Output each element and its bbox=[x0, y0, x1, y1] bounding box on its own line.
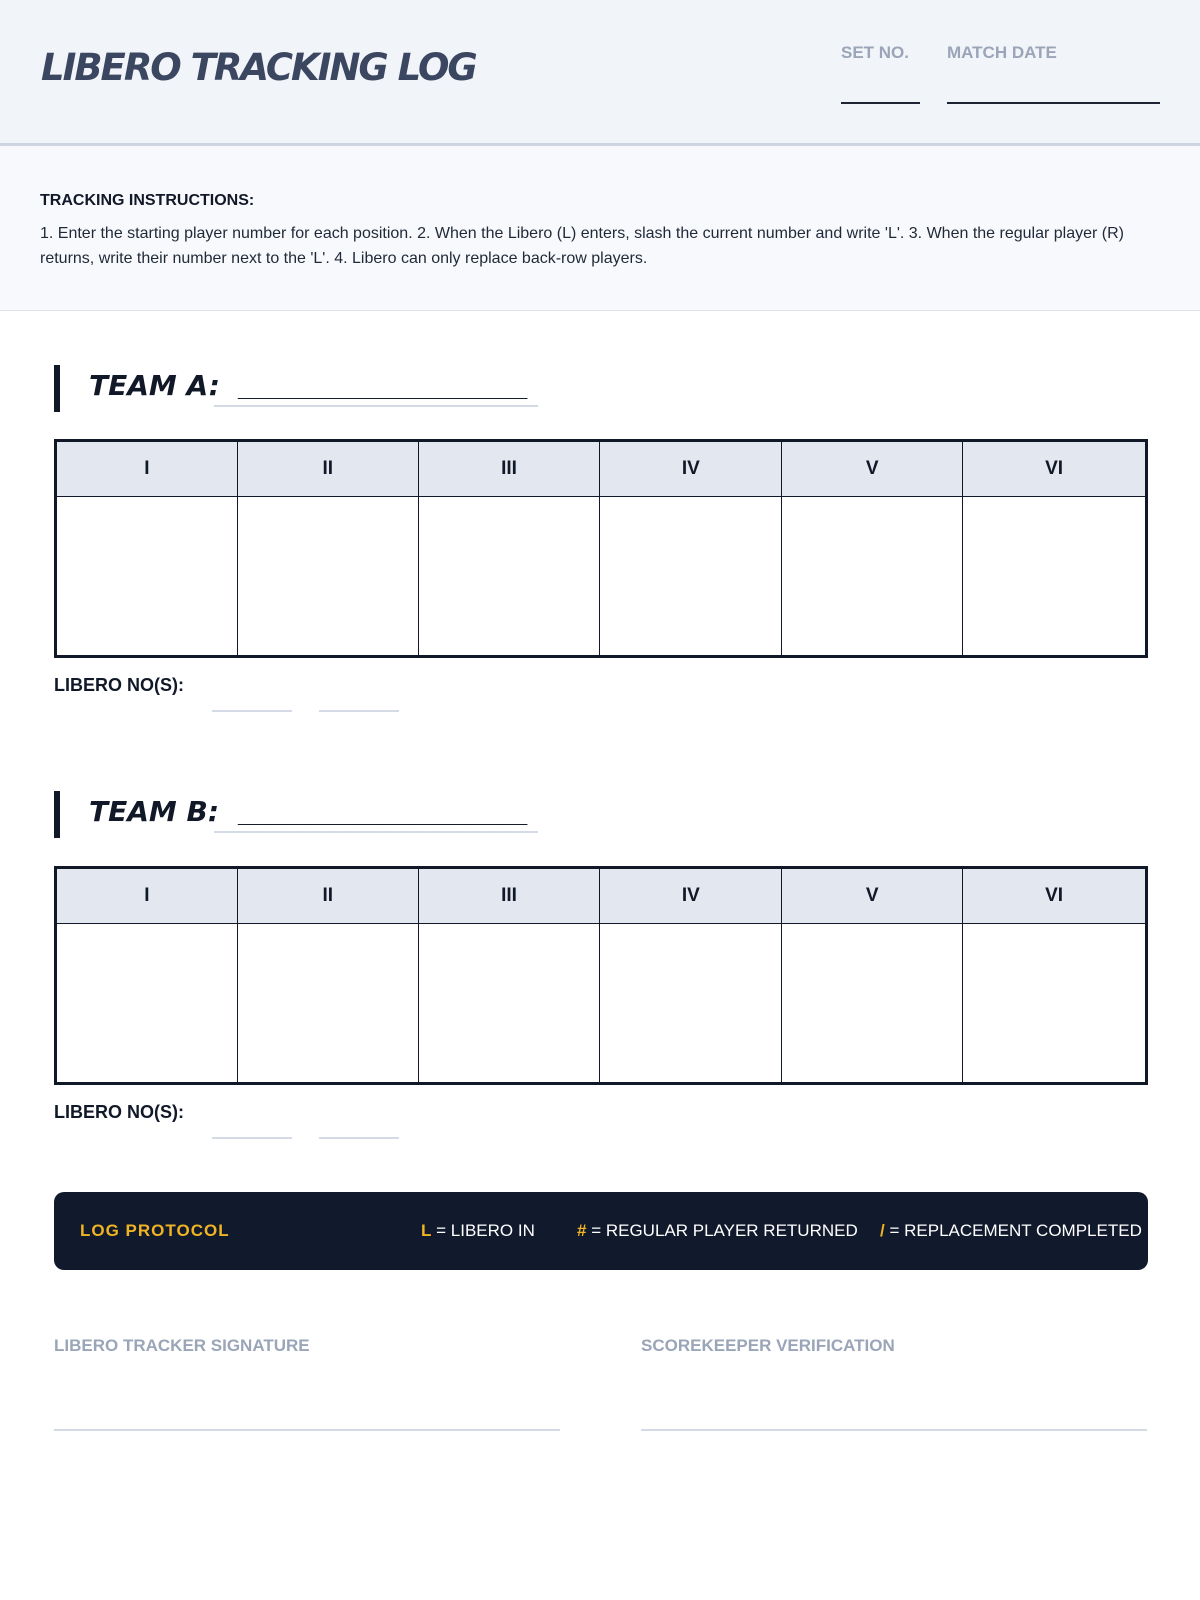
position-cell[interactable] bbox=[237, 924, 418, 1084]
position-header: VI bbox=[963, 868, 1147, 924]
team-b-libero-label: LIBERO NO(S): bbox=[54, 1102, 184, 1122]
legend-replacement-completed bbox=[880, 1221, 1142, 1241]
legend-symbol: L bbox=[421, 1221, 432, 1240]
team-a-rotation-table bbox=[54, 439, 1148, 658]
tracker-signature-field[interactable] bbox=[54, 1429, 560, 1431]
team-b-libero-field-1[interactable] bbox=[212, 1137, 292, 1139]
page-header bbox=[0, 0, 1200, 146]
position-header: V bbox=[782, 868, 963, 924]
tracker-signature-label: LIBERO TRACKER SIGNATURE bbox=[54, 1336, 310, 1355]
legend-symbol: # bbox=[577, 1221, 587, 1240]
position-cell[interactable] bbox=[963, 924, 1147, 1084]
team-a-libero-field-1[interactable] bbox=[212, 710, 292, 712]
position-cell[interactable] bbox=[237, 497, 418, 657]
position-cell[interactable] bbox=[782, 924, 963, 1084]
position-header: III bbox=[418, 868, 600, 924]
position-cell[interactable] bbox=[418, 924, 600, 1084]
match-date-label: MATCH DATE bbox=[947, 43, 1057, 62]
scorekeeper-signature-field[interactable] bbox=[641, 1429, 1147, 1431]
position-header: VI bbox=[963, 441, 1147, 497]
position-header: II bbox=[237, 868, 418, 924]
team-a-entry-row bbox=[56, 497, 1147, 657]
team-a-libero-label: LIBERO NO(S): bbox=[54, 675, 184, 695]
team-b-rotation-table bbox=[54, 866, 1148, 1085]
team-a-header-row bbox=[56, 441, 1147, 497]
scorekeeper-verification-label: SCOREKEEPER VERIFICATION bbox=[641, 1336, 895, 1355]
set-number-field[interactable] bbox=[841, 102, 920, 104]
team-a-label: TEAM A: bbox=[89, 369, 220, 402]
position-header: IV bbox=[600, 868, 782, 924]
legend-text: = REGULAR PLAYER RETURNED bbox=[586, 1221, 858, 1240]
position-cell[interactable] bbox=[782, 497, 963, 657]
position-cell[interactable] bbox=[963, 497, 1147, 657]
legend-player-returned bbox=[577, 1221, 858, 1241]
protocol-title: LOG PROTOCOL bbox=[80, 1221, 230, 1240]
log-protocol-banner bbox=[54, 1192, 1148, 1270]
position-cell[interactable] bbox=[600, 924, 782, 1084]
position-header: I bbox=[56, 868, 238, 924]
instructions-heading: TRACKING INSTRUCTIONS: bbox=[40, 192, 255, 209]
team-b-header-row bbox=[56, 868, 1147, 924]
team-b-libero-field-2[interactable] bbox=[319, 1137, 399, 1139]
team-b-entry-row bbox=[56, 924, 1147, 1084]
legend-symbol: / bbox=[880, 1221, 885, 1240]
set-number-label: SET NO. bbox=[841, 43, 910, 62]
legend-text: = LIBERO IN bbox=[431, 1221, 535, 1240]
position-header: II bbox=[237, 441, 418, 497]
team-b-label: TEAM B: bbox=[89, 795, 220, 828]
match-date-field[interactable] bbox=[947, 102, 1160, 104]
position-cell[interactable] bbox=[56, 924, 238, 1084]
instructions-panel bbox=[0, 146, 1200, 311]
legend-text: = REPLACEMENT COMPLETED bbox=[884, 1221, 1142, 1240]
position-header: I bbox=[56, 441, 238, 497]
position-header: V bbox=[782, 441, 963, 497]
team-a-accent-bar bbox=[54, 365, 60, 412]
position-cell[interactable] bbox=[418, 497, 600, 657]
instructions-text: 1. Enter the starting player number for each position. 2. When the Libero (L) enters, slash the current number and write 'L'. 3. When the regular player (R) returns, write their number next to the 'L'. 4. Libero can only replace back-row players. bbox=[40, 225, 1124, 267]
team-b-accent-bar bbox=[54, 791, 60, 838]
team-a-name-field[interactable]: ____________________ bbox=[214, 373, 538, 407]
position-cell[interactable] bbox=[600, 497, 782, 657]
position-cell[interactable] bbox=[56, 497, 238, 657]
team-a-libero-field-2[interactable] bbox=[319, 710, 399, 712]
page-title: LIBERO TRACKING LOG bbox=[41, 46, 476, 89]
position-header: IV bbox=[600, 441, 782, 497]
team-b-name-field[interactable]: ____________________ bbox=[214, 799, 538, 833]
legend-libero-in bbox=[421, 1221, 535, 1241]
position-header: III bbox=[418, 441, 600, 497]
